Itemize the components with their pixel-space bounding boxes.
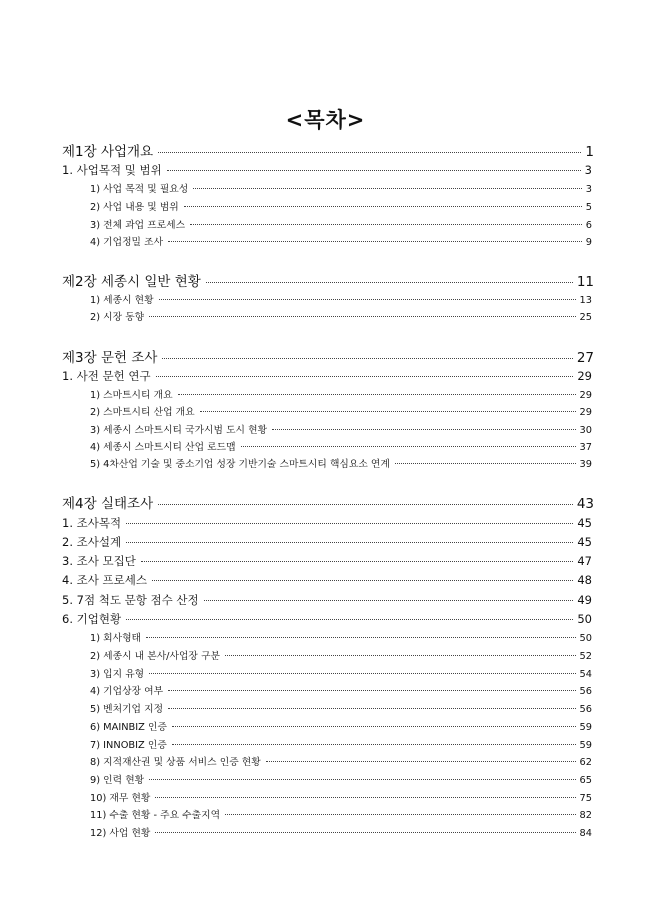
toc-entry-page-number: 59 (579, 722, 592, 733)
dot-leader (272, 429, 575, 430)
toc-entry-label: 1) 사업 목적 및 필요성 (90, 184, 189, 195)
toc-entry-sub (90, 719, 592, 733)
toc-entry-section (62, 592, 592, 608)
dot-leader (168, 708, 575, 709)
toc-entry-label: 7) INNOBIZ 인증 (90, 740, 167, 751)
toc-entry-page-number: 30 (579, 425, 592, 436)
toc-entry-page-number: 49 (577, 593, 592, 607)
dot-leader (184, 206, 582, 207)
toc-entry-page-number: 37 (579, 442, 592, 453)
dot-leader (156, 376, 574, 377)
page-title: <목차> (285, 108, 366, 132)
dot-leader (146, 637, 576, 638)
toc-entry-sub (90, 181, 592, 195)
toc-entry-page-number: 9 (585, 237, 592, 248)
toc-entry-page-number: 29 (579, 407, 592, 418)
toc-entry-sub (90, 683, 592, 697)
toc-entry-sub (90, 404, 592, 418)
dot-leader (155, 797, 575, 798)
toc-entry-sub (90, 772, 592, 786)
toc-entry-label: 11) 수출 현황 - 주요 수출지역 (90, 810, 221, 821)
toc-entry-page-number: 50 (579, 633, 592, 644)
toc-entry-section (62, 572, 592, 588)
dot-leader (204, 600, 574, 601)
toc-entry-page-number: 3 (585, 184, 592, 195)
toc-entry-chapter (62, 492, 594, 512)
dot-leader (126, 542, 573, 543)
toc-entry-label: 4) 기업상장 여부 (90, 686, 164, 697)
toc-entry-sub (90, 199, 592, 213)
toc-entry-sub (90, 825, 592, 839)
dot-leader (193, 188, 582, 189)
toc-entry-label: 4) 기업정밀 조사 (90, 237, 164, 248)
toc-entry-label: 10) 재무 현황 (90, 793, 151, 804)
toc-entry-page-number: 1 (585, 144, 594, 160)
toc-entry-section (62, 553, 592, 569)
toc-entry-page-number: 62 (579, 757, 592, 768)
toc-entry-page-number: 45 (577, 516, 592, 530)
toc-entry-page-number: 43 (576, 496, 594, 512)
toc-entry-sub (90, 387, 592, 401)
toc-entry-sub (90, 737, 592, 751)
dot-leader (206, 282, 573, 283)
toc-entry-sub (90, 439, 592, 453)
toc-entry-page-number: 5 (585, 202, 592, 213)
toc-entry-page-number: 47 (577, 554, 592, 568)
toc-entry-label: 1. 사전 문헌 연구 (62, 369, 151, 383)
toc-entry-section (62, 162, 592, 178)
toc-entry-label: 4) 세종시 스마트시티 산업 로드맵 (90, 442, 236, 453)
toc-entry-page-number: 65 (579, 775, 592, 786)
dot-leader (395, 463, 576, 464)
toc-entry-label: 1) 스마트시티 개요 (90, 390, 173, 401)
toc-entry-page-number: 29 (577, 369, 592, 383)
toc-entry-label: 5) 벤처기업 지정 (90, 704, 164, 715)
toc-entry-chapter (62, 346, 594, 366)
toc-entry-label: 2. 조사설계 (62, 535, 122, 549)
toc-entry-label: 6. 기업현황 (62, 612, 122, 626)
toc-entry-page-number: 6 (585, 220, 592, 231)
dot-leader (190, 224, 582, 225)
toc-entry-label: 제2장 세종시 일반 현황 (62, 274, 201, 290)
dot-leader (266, 761, 576, 762)
dot-leader (172, 744, 576, 745)
toc-entry-label: 5. 7점 척도 문항 점수 산정 (62, 593, 199, 607)
toc-entry-sub (90, 234, 592, 248)
toc-entry-sub (90, 217, 592, 231)
toc-entry-label: 3) 입지 유형 (90, 669, 145, 680)
toc-entry-sub (90, 790, 592, 804)
toc-entry-label: 1. 조사목적 (62, 516, 122, 530)
toc-entry-label: 2) 스마트시티 산업 개요 (90, 407, 195, 418)
toc-entry-chapter (62, 270, 594, 290)
toc-entry-page-number: 59 (579, 740, 592, 751)
toc-entry-sub (90, 422, 592, 436)
toc-entry-sub (90, 701, 592, 715)
toc-entry-sub (90, 456, 592, 470)
toc-entry-page-number: 56 (579, 704, 592, 715)
dot-leader (149, 316, 575, 317)
toc-entry-page-number: 25 (579, 312, 592, 323)
toc-entry-label: 제3장 문헌 조사 (62, 350, 158, 366)
toc-entry-label: 6) MAINBIZ 인증 (90, 722, 167, 733)
toc-entry-page-number: 45 (577, 535, 592, 549)
toc-entry-label: 12) 사업 현황 (90, 828, 151, 839)
dot-leader (225, 814, 575, 815)
dot-leader (168, 241, 582, 242)
dot-leader (158, 504, 573, 505)
toc-entry-sub (90, 630, 592, 644)
toc-entry-label: 2) 사업 내용 및 범위 (90, 202, 179, 213)
toc-entry-page-number: 27 (576, 350, 594, 366)
toc-entry-page-number: 50 (577, 612, 592, 626)
toc-entry-page-number: 3 (584, 163, 592, 177)
toc-entry-label: 8) 지적재산권 및 상품 서비스 인증 현황 (90, 757, 261, 768)
dot-leader (126, 523, 573, 524)
dot-leader (178, 394, 576, 395)
toc-entry-label: 2) 세종시 내 본사/사업장 구분 (90, 651, 220, 662)
toc-entry-page-number: 82 (579, 810, 592, 821)
toc-entry-label: 1) 세종시 현황 (90, 295, 154, 306)
dot-leader (149, 779, 575, 780)
toc-entry-page-number: 13 (579, 295, 592, 306)
dot-leader (225, 655, 576, 656)
toc-entry-page-number: 52 (579, 651, 592, 662)
toc-entry-sub (90, 666, 592, 680)
toc-entry-label: 9) 인력 현황 (90, 775, 145, 786)
dot-leader (152, 580, 573, 581)
toc-entry-page-number: 54 (579, 669, 592, 680)
dot-leader (159, 299, 576, 300)
dot-leader (162, 358, 572, 359)
dot-leader (200, 411, 576, 412)
toc-entry-label: 4. 조사 프로세스 (62, 573, 147, 587)
toc-entry-page-number: 48 (577, 573, 592, 587)
dot-leader (168, 690, 575, 691)
toc-entry-label: 3) 전체 과업 프로세스 (90, 220, 186, 231)
toc-entry-label: 3) 세종시 스마트시티 국가시범 도시 현황 (90, 425, 268, 436)
dot-leader (149, 673, 575, 674)
toc-entry-sub (90, 292, 592, 306)
toc-entry-page-number: 84 (579, 828, 592, 839)
toc-entry-section (62, 611, 592, 627)
toc-entry-label: 5) 4차산업 기술 및 중소기업 성장 기반기술 스마트시티 핵심요소 연계 (90, 459, 390, 470)
toc-entry-page-number: 39 (579, 459, 592, 470)
toc-entry-section (62, 368, 592, 384)
toc-entry-sub (90, 807, 592, 821)
toc-entry-chapter (62, 140, 594, 160)
toc-entry-label: 1. 사업목적 및 범위 (62, 163, 162, 177)
toc-entry-page-number: 11 (576, 274, 594, 290)
dot-leader (172, 726, 576, 727)
dot-leader (126, 619, 573, 620)
toc-entry-page-number: 29 (579, 390, 592, 401)
toc-entry-sub (90, 754, 592, 768)
toc-entry-label: 제1장 사업개요 (62, 144, 154, 160)
toc-entry-section (62, 515, 592, 531)
dot-leader (155, 832, 575, 833)
dot-leader (167, 170, 581, 171)
toc-entry-sub (90, 309, 592, 323)
dot-leader (241, 446, 576, 447)
dot-leader (158, 152, 581, 153)
toc-entry-page-number: 75 (579, 793, 592, 804)
toc-entry-label: 1) 회사형태 (90, 633, 142, 644)
toc-entry-label: 3. 조사 모집단 (62, 554, 136, 568)
toc-entry-section (62, 534, 592, 550)
dot-leader (141, 561, 574, 562)
toc-entry-label: 2) 시장 동향 (90, 312, 145, 323)
toc-entry-page-number: 56 (579, 686, 592, 697)
toc-entry-label: 제4장 실태조사 (62, 496, 154, 512)
toc-entry-sub (90, 648, 592, 662)
